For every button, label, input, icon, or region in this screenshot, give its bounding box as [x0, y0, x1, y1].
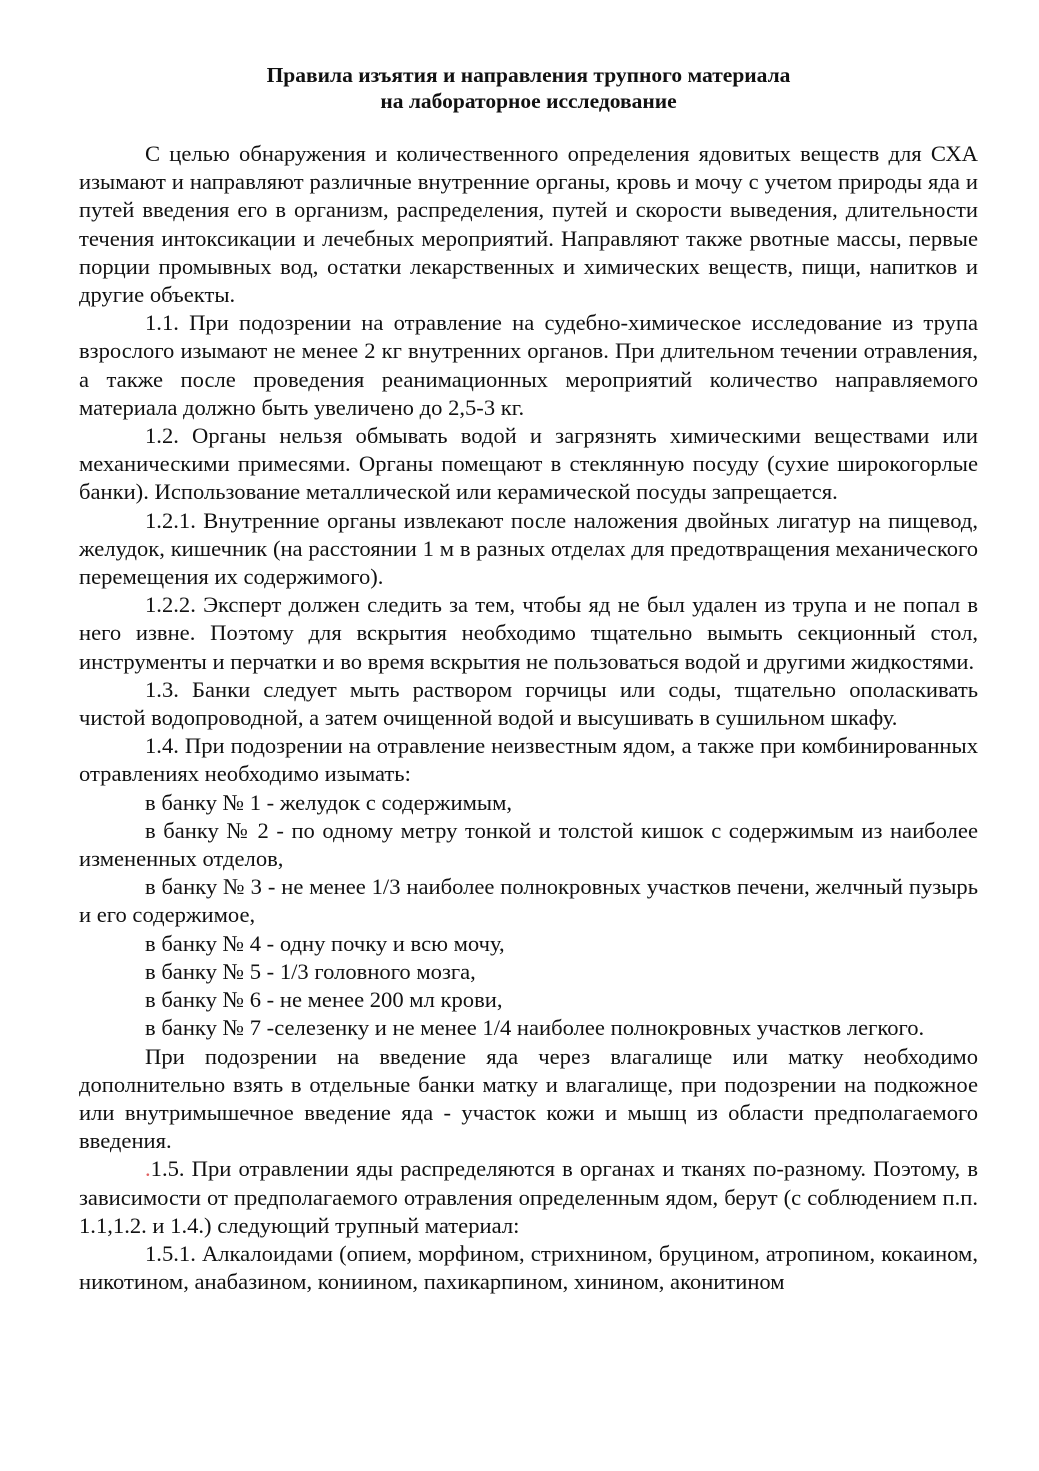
title-line-1: Правила изъятия и направления трупного материала	[266, 63, 791, 87]
red-dot-mark: .	[145, 1156, 151, 1182]
paragraph-1-3: 1.3. Банки следует мыть раствором горчицы или соды, тщательно ополаскивать чистой водопроводной, а затем очищенной водой и высушивать в сушильном шкафу.	[79, 676, 978, 731]
paragraph-1-1: 1.1. При подозрении на отравление на судебно-химическое исследование из трупа взрослого изымают не менее 2 кг внутренних органов. При длительном течении отравления, а также после проведения реанимационных мероприятий количество направляемого материала должно быть увеличено до 2,5-3 кг.	[79, 310, 978, 420]
title-line-2: на лабораторное исследование	[380, 89, 677, 113]
paragraph-intro: С целью обнаружения и количественного определения ядовитых веществ для СХА изымают и направляют различные внутренние органы, кровь и мочу с учетом природы яда и путей введения его в организм, распределения, путей и скорости выведения, длительности течения интоксикации и лечебных мероприятий. Направляют также рвотные массы, первые порции промывных вод, остатки лекарственных и химических веществ, пищи, напитков и другие объекты.	[79, 141, 978, 308]
paragraph-1-4: 1.4. При подозрении на отравление неизвестным ядом, а также при комбинированных отравлениях необходимо изымать:	[79, 733, 978, 787]
paragraph-1-2: 1.2. Органы нельзя обмывать водой и загрязнять химическими веществами или механическими примесями. Органы помещают в стеклянную посуду (сухие широкогорлые банки). Использование металлической или керамической посуды запрещается.	[79, 423, 978, 505]
paragraph-1-5-text: 1.5. При отравлении яды распределяются в органах и тканях по-разному. Поэтому, в зависимости от предполагаемого отравления определенным ядом, берут (с соблюдением п.п. 1.1,1.2. и 1.4.) следующий трупный материал:	[79, 1156, 978, 1238]
jar-item-4: в банку № 4 - одну почку и всю мочу,	[145, 930, 505, 956]
document-page	[79, 62, 978, 1296]
jar-item-7: в банку № 7 -селезенку и не менее 1/4 наиболее полнокровных участков легкого.	[145, 1015, 925, 1041]
jar-item-2: в банку № 2 - по одному метру тонкой и толстой кишок с содержимым из наиболее измененных отделов,	[79, 817, 978, 872]
jar-item-1: в банку № 1 - желудок с содержимым,	[145, 789, 513, 815]
document-title	[79, 62, 978, 114]
paragraph-1-5-1: 1.5.1. Алкалоидами (опием, морфином, стрихнином, бруцином, атропином, кокаином, никотином, анабазином, кониином, пахикарпином, хинином, аконитином	[79, 1240, 978, 1295]
paragraph-1-2-1: 1.2.1. Внутренние органы извлекают после наложения двойных лигатур на пищевод, желудок, кишечник (на расстоянии 1 м в разных отделах для предотвращения механического перемещения их содержимого).	[79, 507, 978, 590]
paragraph-1-5	[79, 1155, 978, 1240]
paragraph-1-2-2: 1.2.2. Эксперт должен следить за тем, чтобы яд не был удален из трупа и не попал в него извне. Поэтому для вскрытия необходимо тщательно вымыть секционный стол, инструменты и перчатки и во время вскрытия не пользоваться водой и другими жидкостями.	[79, 592, 978, 674]
jar-item-6: в банку № 6 - не менее 200 мл крови,	[145, 987, 503, 1013]
paragraph-vaginal-route: При подозрении на введение яда через влагалище или матку необходимо дополнительно взять в отдельные банки матку и влагалище, при подозрении на подкожное или внутримышечное введение яда - участок кожи и мышц из области предполагаемого введения.	[79, 1043, 978, 1154]
jar-item-3: в банку № 3 - не менее 1/3 наиболее полнокровных участков печени, желчный пузырь и его содержимое,	[79, 874, 978, 928]
document-body	[79, 140, 978, 1296]
jar-item-5: в банку № 5 - 1/3 головного мозга,	[145, 958, 476, 984]
title-spacer	[79, 114, 978, 140]
